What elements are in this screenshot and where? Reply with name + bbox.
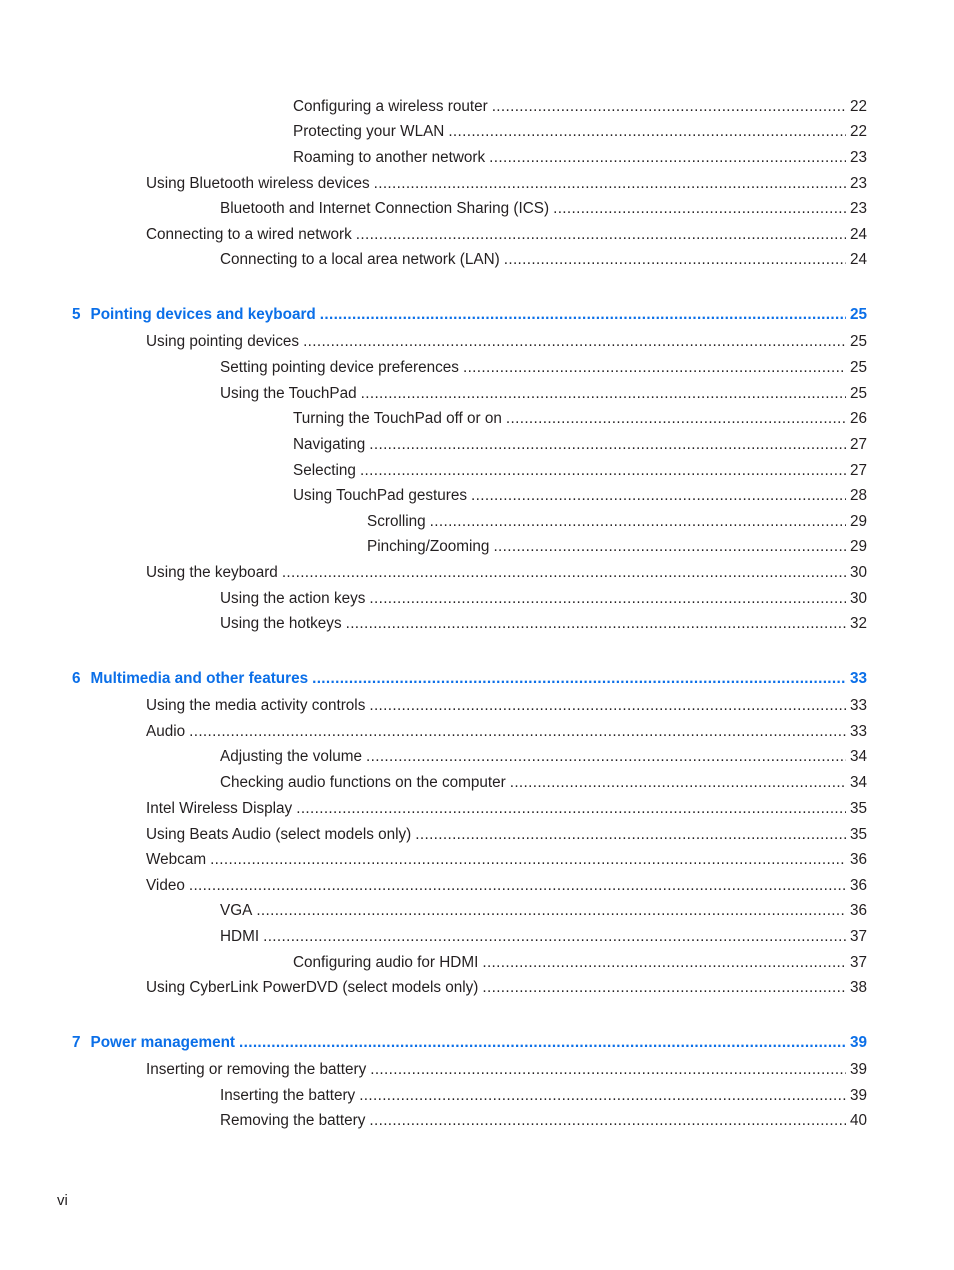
dot-leader — [296, 798, 846, 820]
toc-entry-title: VGA — [220, 902, 253, 919]
toc-entry-title: Webcam — [146, 851, 207, 868]
toc-entry-page: 39 — [849, 1061, 867, 1078]
toc-entry[interactable] — [293, 434, 867, 456]
dot-leader — [489, 147, 846, 169]
toc-entry[interactable] — [146, 824, 867, 846]
toc-entry-title: Pinching/Zooming — [367, 538, 490, 555]
toc-entry[interactable] — [220, 198, 867, 220]
toc-entry-title: Intel Wireless Display — [146, 800, 293, 817]
toc-entry-title: Audio — [146, 723, 186, 740]
dot-leader — [369, 695, 846, 717]
toc-entry-title: Protecting your WLAN — [293, 123, 445, 140]
dot-leader — [263, 926, 846, 948]
toc-entry-title: Inserting or removing the battery — [146, 1061, 367, 1078]
toc-entry-page: 24 — [849, 226, 867, 243]
dot-leader — [448, 121, 846, 143]
toc-entry-page: 29 — [849, 513, 867, 530]
toc-chapter-entry[interactable] — [72, 304, 867, 326]
toc-entry[interactable] — [293, 485, 867, 507]
toc-entry-title: Using TouchPad gestures — [293, 487, 468, 504]
toc-entry-title: Using the TouchPad — [220, 385, 357, 402]
dot-leader — [463, 357, 846, 379]
toc-entry-page: 23 — [849, 149, 867, 166]
dot-leader — [356, 224, 846, 246]
dot-leader — [282, 562, 846, 584]
toc-entry-title: Using the action keys — [220, 590, 366, 607]
toc-entry-title: Using Bluetooth wireless devices — [146, 175, 370, 192]
toc-entry-page: 34 — [849, 774, 867, 791]
dot-leader — [482, 952, 846, 974]
toc-entry-page: 27 — [849, 436, 867, 453]
toc-entry-title: Using the hotkeys — [220, 615, 342, 632]
dot-leader — [346, 613, 846, 635]
toc-entry-title: Checking audio functions on the computer — [220, 774, 506, 791]
toc-entry-page: 23 — [849, 175, 867, 192]
toc-entry-page: 34 — [849, 748, 867, 765]
toc-entry-page: 25 — [849, 333, 867, 350]
toc-entry-page: 22 — [849, 123, 867, 140]
toc-entry-title: Power management — [90, 1034, 236, 1051]
toc-entry[interactable] — [146, 331, 867, 353]
dot-leader — [369, 1110, 846, 1132]
toc-entry-title: Adjusting the volume — [220, 748, 363, 765]
toc-entry-page: 30 — [849, 590, 867, 607]
toc-entry-page: 29 — [849, 538, 867, 555]
toc-entry-page: 36 — [849, 877, 867, 894]
toc-entry[interactable] — [367, 536, 867, 558]
toc-entry[interactable] — [146, 977, 867, 999]
dot-leader — [504, 249, 846, 271]
toc-entry-title: Using Beats Audio (select models only) — [146, 826, 412, 843]
toc-entry-title: Connecting to a local area network (LAN) — [220, 251, 500, 268]
dot-leader — [374, 173, 846, 195]
toc-entry[interactable] — [293, 121, 867, 143]
toc-entry[interactable] — [146, 173, 867, 195]
toc-entry-title: Pointing devices and keyboard — [90, 306, 316, 323]
toc-entry-page: 35 — [849, 826, 867, 843]
toc-entry-title: Setting pointing device preferences — [220, 359, 459, 376]
toc-entry-page: 37 — [849, 954, 867, 971]
toc-entry[interactable] — [146, 562, 867, 584]
toc-entry[interactable] — [220, 357, 867, 379]
toc-entry-title: Configuring audio for HDMI — [293, 954, 479, 971]
toc-entry-page: 33 — [849, 697, 867, 714]
toc-entry-title: Configuring a wireless router — [293, 98, 488, 115]
dot-leader — [506, 408, 846, 430]
toc-entry-page: 32 — [849, 615, 867, 632]
toc-chapter-entry[interactable] — [72, 1032, 867, 1054]
toc-entry-page: 37 — [849, 928, 867, 945]
toc-entry[interactable] — [220, 1085, 867, 1107]
toc-entry-title: Using the keyboard — [146, 564, 278, 581]
dot-leader — [492, 96, 846, 118]
toc-entry-page: 38 — [849, 979, 867, 996]
dot-leader — [210, 849, 846, 871]
toc-entry[interactable] — [220, 900, 867, 922]
toc-entry[interactable] — [220, 746, 867, 768]
toc-entry[interactable] — [220, 926, 867, 948]
toc-entry-title: HDMI — [220, 928, 260, 945]
dot-leader — [415, 824, 846, 846]
dot-leader — [366, 746, 846, 768]
dot-leader — [189, 875, 846, 897]
toc-entry-page: 24 — [849, 251, 867, 268]
dot-leader — [369, 588, 846, 610]
toc-entry-page: 33 — [849, 670, 867, 687]
toc-entry-title: Bluetooth and Internet Connection Sharing (ICS) — [220, 200, 550, 217]
dot-leader — [369, 434, 846, 456]
toc-entry-page: 25 — [849, 306, 867, 323]
toc-entry-title: Turning the TouchPad off or on — [293, 410, 502, 427]
toc-entry[interactable] — [220, 249, 867, 271]
dot-leader — [256, 900, 846, 922]
toc-entry[interactable] — [220, 1110, 867, 1132]
toc-entry-page: 27 — [849, 462, 867, 479]
toc-entry-page: 33 — [849, 723, 867, 740]
toc-entry[interactable] — [146, 695, 867, 717]
toc-entry-title: Multimedia and other features — [90, 670, 309, 687]
dot-leader — [312, 668, 846, 690]
toc-entry-title: Scrolling — [367, 513, 426, 530]
toc-entry-page: 40 — [849, 1112, 867, 1129]
chapter-number: 5 — [72, 306, 81, 323]
dot-leader — [493, 536, 846, 558]
toc-entry[interactable] — [146, 798, 867, 820]
toc-entry-page: 35 — [849, 800, 867, 817]
toc-entry-page: 22 — [849, 98, 867, 115]
toc-entry[interactable] — [146, 721, 867, 743]
toc-entry[interactable] — [293, 408, 867, 430]
toc-entry-title: Selecting — [293, 462, 356, 479]
dot-leader — [370, 1059, 846, 1081]
dot-leader — [471, 485, 846, 507]
page-number: vi — [57, 1192, 68, 1209]
toc-entry-page: 36 — [849, 902, 867, 919]
toc-entry-title: Video — [146, 877, 185, 894]
toc-entry-page: 39 — [849, 1087, 867, 1104]
dot-leader — [303, 331, 846, 353]
toc-entry-page: 25 — [849, 359, 867, 376]
dot-leader — [360, 460, 846, 482]
dot-leader — [482, 977, 846, 999]
toc-entry[interactable] — [146, 224, 867, 246]
toc-entry-page: 36 — [849, 851, 867, 868]
toc-entry[interactable] — [220, 772, 867, 794]
toc-entry[interactable] — [220, 613, 867, 635]
toc-entry[interactable] — [220, 383, 867, 405]
dot-leader — [510, 772, 846, 794]
toc-entry[interactable] — [293, 96, 867, 118]
dot-leader — [361, 383, 846, 405]
dot-leader — [430, 511, 846, 533]
toc-entry-title: Removing the battery — [220, 1112, 366, 1129]
dot-leader — [359, 1085, 846, 1107]
toc-entry[interactable] — [220, 588, 867, 610]
toc-entry-title: Connecting to a wired network — [146, 226, 352, 243]
chapter-number: 7 — [72, 1034, 81, 1051]
toc-entry[interactable] — [146, 875, 867, 897]
toc-entry-title: Using CyberLink PowerDVD (select models only) — [146, 979, 479, 996]
dot-leader — [320, 304, 846, 326]
toc-entry-page: 26 — [849, 410, 867, 427]
toc-entry-title: Navigating — [293, 436, 366, 453]
toc-entry-page: 23 — [849, 200, 867, 217]
toc-entry-page: 39 — [849, 1034, 867, 1051]
toc-chapter-entry[interactable] — [72, 668, 867, 690]
chapter-number: 6 — [72, 670, 81, 687]
toc-entry[interactable] — [146, 849, 867, 871]
toc-entry-title: Using pointing devices — [146, 333, 300, 350]
toc-entry[interactable] — [293, 147, 867, 169]
dot-leader — [239, 1032, 846, 1054]
toc-entry[interactable] — [293, 460, 867, 482]
toc-entry[interactable] — [293, 952, 867, 974]
toc-entry-page: 25 — [849, 385, 867, 402]
toc-entry-title: Inserting the battery — [220, 1087, 356, 1104]
dot-leader — [553, 198, 846, 220]
dot-leader — [189, 721, 846, 743]
toc-entry-page: 28 — [849, 487, 867, 504]
toc-entry-title: Roaming to another network — [293, 149, 486, 166]
toc-entry[interactable] — [367, 511, 867, 533]
toc-entry[interactable] — [146, 1059, 867, 1081]
toc-entry-page: 30 — [849, 564, 867, 581]
toc-entry-title: Using the media activity controls — [146, 697, 366, 714]
